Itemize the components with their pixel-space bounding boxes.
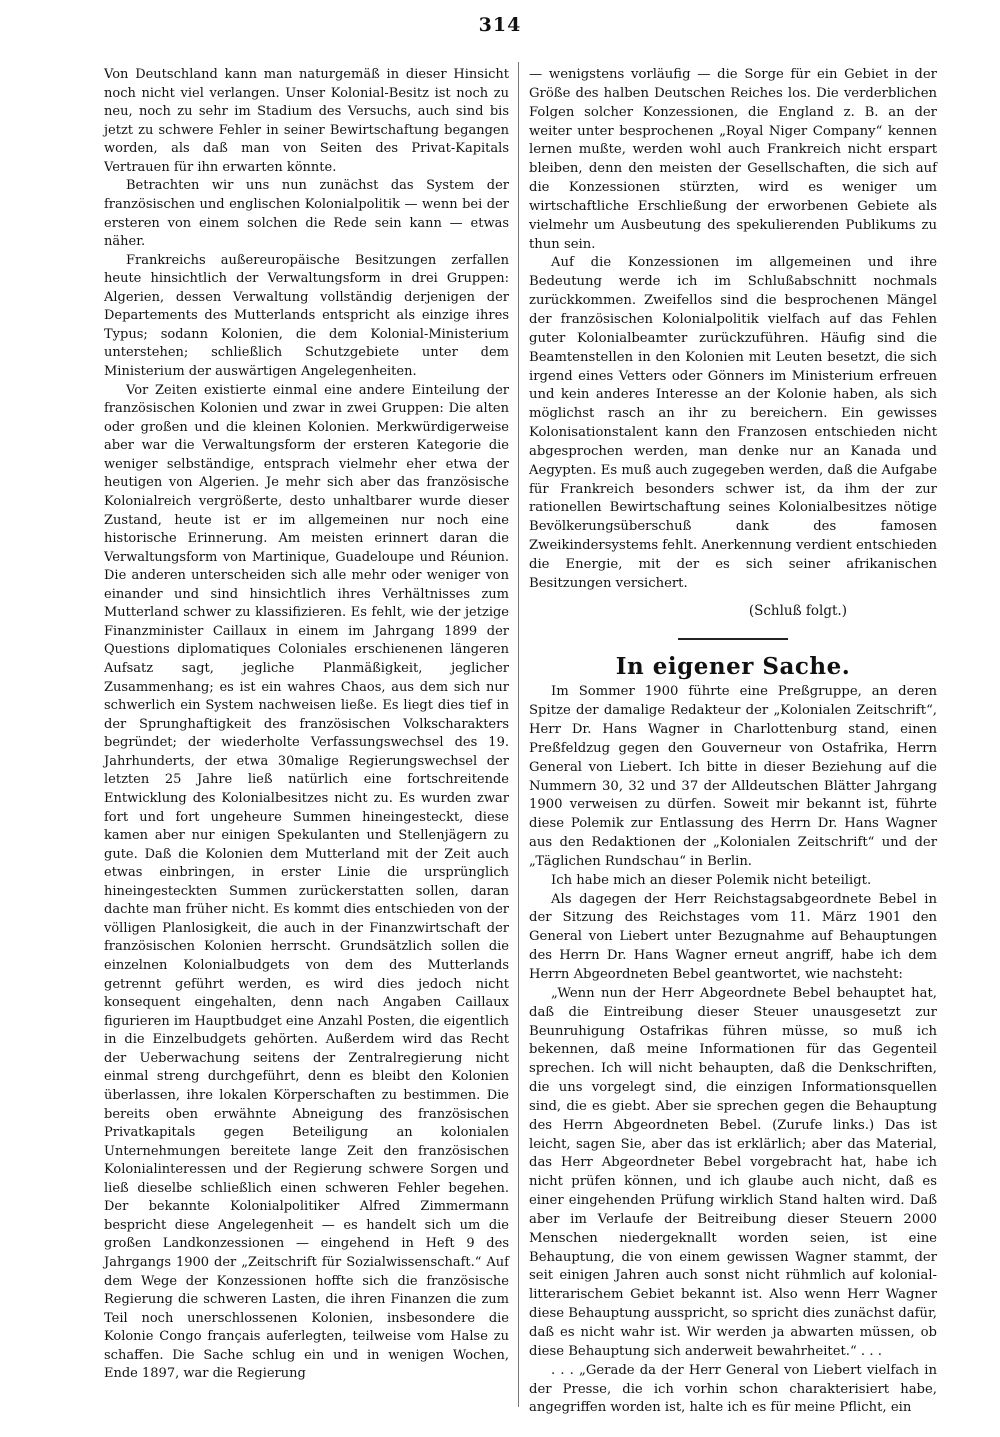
paragraph-left-2: Betrachten wir uns nun zunächst das System der französischen und englischen Kolonialpolitik — wenn bei der ersteren von einem solchen die Rede sein kann — etwas näher.	[104, 178, 509, 250]
continuation-note: (Schluß folgt.)	[748, 602, 847, 619]
section-quote-1: „Wenn nun der Herr Abgeordnete Bebel behauptet hat, daß die Eintreibung dieser Steuer unausgesetzt zur Beunruhigung Ostafrikas führen müsse, so muß ich bekennen, daß meine Informationen für das Gegenteil sprechen. Ich will nicht behaupten, daß die Denkschriften, die uns vorgelegt sind, die einzigen Informationsquellen sind, die es giebt. Aber sie sprechen gegen die Behauptung des Herrn Abgeordneten Bebel. (Zurufe links.) Das ist leicht, sagen Sie, aber das ist erklärlich; aber das Material, das Herr Abgeordneter Bebel vorgebracht hat, habe ich nicht prüfen können, und ich glaube auch nicht, daß es einer eingehenden Prüfung wirklich Stand halten wird. Daß aber im Verlaufe der Beitreibung dieser Steuern 2000 Menschen niedergeknallt worden seien, ist eine Behauptung, die von einem gewissen Wagner stammt, der seit einigen Jahren auch sonst nicht rühmlich auf kolonial-litterarischem Gebiet bekannt ist. Also wenn Herr Wagner diese Behauptung ausspricht, so spricht dies zunächst dafür, daß es nicht wahr ist. Wir werden ja abwarten müssen, ob diese Behauptung sich anderweit bewahrheitet.“ . . .	[529, 985, 937, 1359]
section-paragraph-3: Als dagegen der Herr Reichstagsabgeordnete Bebel in der Sitzung des Reichstages vom 11. März 1901 den General von Liebert unter Bezugnahme auf Behauptungen des Herrn Dr. Hans Wagner erneut angriff, habe ich dem Herrn Abgeordneten Bebel geantwortet, wie nachsteht:	[529, 891, 937, 982]
paragraph-right-1: — wenigstens vorläufig — die Sorge für ein Gebiet in der Größe des halben Deutschen Reiches los. Die verderblichen Folgen solcher Konzessionen, die England z. B. an der weiter unter besprochenen „Royal Niger Company“ kennen lernen mußte, werden wohl auch Frankreich nicht erspart bleiben, denn den meisten der Gesellschaften, die sich auf die Konzessionen stürzten, wird es weniger um wirtschaftliche Erschließung der erworbenen Gebiete als vielmehr um Ausbeutung des spekulierenden Publikums zu thun sein.	[529, 67, 937, 252]
section-paragraph-2: Ich habe mich an dieser Polemik nicht beteiligt.	[551, 872, 872, 888]
column-divider	[518, 62, 519, 1407]
page-number: 314	[478, 14, 522, 36]
section-separator	[678, 638, 788, 640]
section-title: In eigener Sache.	[615, 653, 851, 681]
paragraph-left-3: Frankreichs außereuropäische Besitzungen zerfallen heute hinsichtlich der Verwaltungsform in drei Gruppen: Algerien, dessen Verwaltung vollständig derjenigen der Departements des Mutterlands entspricht als einzige ihres Typus; sodann Kolonien, die dem Kolonial-Ministerium unterstehen; schließlich Schutzgebiete unter dem Ministerium der auswärtigen Angelegenheiten.	[104, 252, 509, 379]
section-paragraph-1: Im Sommer 1900 führte eine Preßgruppe, an deren Spitze der damalige Redakteur der „Kolonialen Zeitschrift“, Herr Dr. Hans Wagner in Charlottenburg stand, einen Preßfeldzug gegen den Gouverneur von Ostafrika, Herrn General von Liebert. Ich bitte in dieser Beziehung auf die Nummern 30, 32 und 37 der Alldeutschen Blätter Jahrgang 1900 verweisen zu dürfen. Soweit mir bekannt ist, führte diese Polemik zur Entlassung des Herrn Dr. Hans Wagner aus den Redaktionen der „Kolonialen Zeitschrift“ und der „Täglichen Rundschau“ in Berlin.	[529, 684, 937, 869]
section-quote-2: . . . „Gerade da der Herr General von Liebert vielfach in der Presse, die ich vorhin schon charakterisiert habe, angegriffen worden ist, halte ich es für meine Pflicht, ein	[529, 1362, 937, 1416]
paragraph-left-1: Von Deutschland kann man naturgemäß in dieser Hinsicht noch nicht viel verlangen. Unser Kolonial-Besitz ist noch zu neu, noch zu sehr im Stadium des Versuchs, auch sind bis jetzt zu schwere Fehler in seiner Bewirtschaftung begangen worden, als daß man von Seiten des Privat-Kapitals Vertrauen für ihn erwarten könnte.	[104, 67, 509, 175]
right-column	[529, 66, 937, 1418]
paragraph-left-4: Vor Zeiten existierte einmal eine andere Einteilung der französischen Kolonien und zwar in zwei Gruppen: Die alten oder großen und die kleinen Kolonien. Merkwürdigerweise aber war die Verwaltungsform der ersteren Kategorie die weniger selbständige, entsprach vielmehr eher etwa der heutigen von Algerien. Je mehr sich aber das französische Kolonialreich vergrößerte, desto unhaltbarer wurde dieser Zustand, heute ist er im allgemeinen nur noch eine historische Erinnerung. Am meisten erinnert daran die Verwaltungsform von Martinique, Guadeloupe und Réunion. Die anderen unterscheiden sich alle mehr oder weniger von einander und sind hinsichtlich ihres Verhältnisses zum Mutterland schwer zu klassifizieren. Es fehlt, wie der jetzige Finanzminister Caillaux in einem im Jahrgang 1899 der Questions diplomatiques Coloniales erschienenen längeren Aufsatz sagt, jegliche Planmäßigkeit, jeglicher Zusammenhang; es ist ein wahres Chaos, aus dem sich nur schwerlich ein System nachweisen ließe. Es liegt dies tief in der Sprunghaftigkeit des französischen Volkscharakters begründet; der wiederholte Verfassungswechsel des 19. Jahrhunderts, der etwa 30malige Regierungswechsel der letzten 25 Jahre ließ natürlich eine fortschreitende Entwicklung des Kolonialbesitzes nicht zu. Es wurden zwar fort und fort ungeheure Summen hineingesteckt, diese kamen aber nur einigen Spekulanten und Stellenjägern zu gute. Daß die Kolonien dem Mutterland mit der Zeit auch etwas einbringen, in erster Linie die ursprünglich hineingesteckten Summen zurückerstatten sollen, daran dachte man früher nicht. Es kommt dies entschieden von der völligen Planlosigkeit, die auch in der Finanzwirtschaft der französischen Kolonien herrscht. Grundsätzlich sollen die einzelnen Kolonialbudgets von dem des Mutterlands getrennt geführt werden, es wird dies jedoch nicht konsequent eingehalten, denn nach Angaben Caillaux figurieren im Hauptbudget eine Anzahl Posten, die eigentlich in die Einzelbudgets gehörten. Außerdem wird das Recht der Ueberwachung seitens der Zentralregierung nicht einmal streng durchgeführt, denn es bleibt den Kolonien überlassen, ihre lokalen Körperschaften zu bestimmen. Die bereits oben erwähnte Abneigung des französischen Privatkapitals gegen Beteiligung an kolonialen Unternehmungen bereitete lange Zeit den französischen Kolonialinteressen und der Regierung schwere Sorgen und ließ dieselbe schließlich einen schweren Fehler begehen. Der bekannte Kolonialpolitiker Alfred Zimmermann bespricht diese Angelegenheit — es handelt sich um die großen Landkonzessionen — eingehend in Heft 9 des Jahrgangs 1900 der „Zeitschrift für Sozialwissenschaft.“ Auf dem Wege der Konzessionen hoffte sich die französische Regierung die schweren Lasten, die ihren Finanzen die zum Teil noch unerschlossenen Kolonien, insbesondere die Kolonie Congo français auferlegten, teilweise vom Halse zu schaffen. Die Sache schlug ein und in wenigen Wochen, Ende 1897, war die Regierung	[104, 382, 509, 1382]
paragraph-right-2: Auf die Konzessionen im allgemeinen und ihre Bedeutung werde ich im Schlußabschnitt nochmals zurückkommen. Zweifellos sind die besprochenen Mängel der französischen Kolonialpolitik vielfach auf das Fehlen guter Kolonialbeamter zurückzuführen. Häufig sind die Beamtenstellen in den Kolonien mit Leuten besetzt, die sich irgend eines Vetters oder Gönners im Ministerium erfreuen und kein anderes Interesse an der Kolonie haben, als sich möglichst rasch an ihr zu bereichern. Ein gewisses Kolonisationstalent kann den Franzosen entschieden nicht abgesprochen werden, man denke nur an Kanada und Aegypten. Es muß auch zugegeben werden, daß die Aufgabe für Frankreich besonders schwer ist, da ihm der zur rationellen Bewirtschaftung seines Kolonialbesitzes nötige Bevölkerungsüberschuß dank des famosen Zweikindersystems fehlt. Anerkennung verdient entschieden die Energie, mit der es sich seiner afrikanischen Besitzungen versichert.	[529, 255, 937, 591]
left-column	[104, 66, 509, 1384]
